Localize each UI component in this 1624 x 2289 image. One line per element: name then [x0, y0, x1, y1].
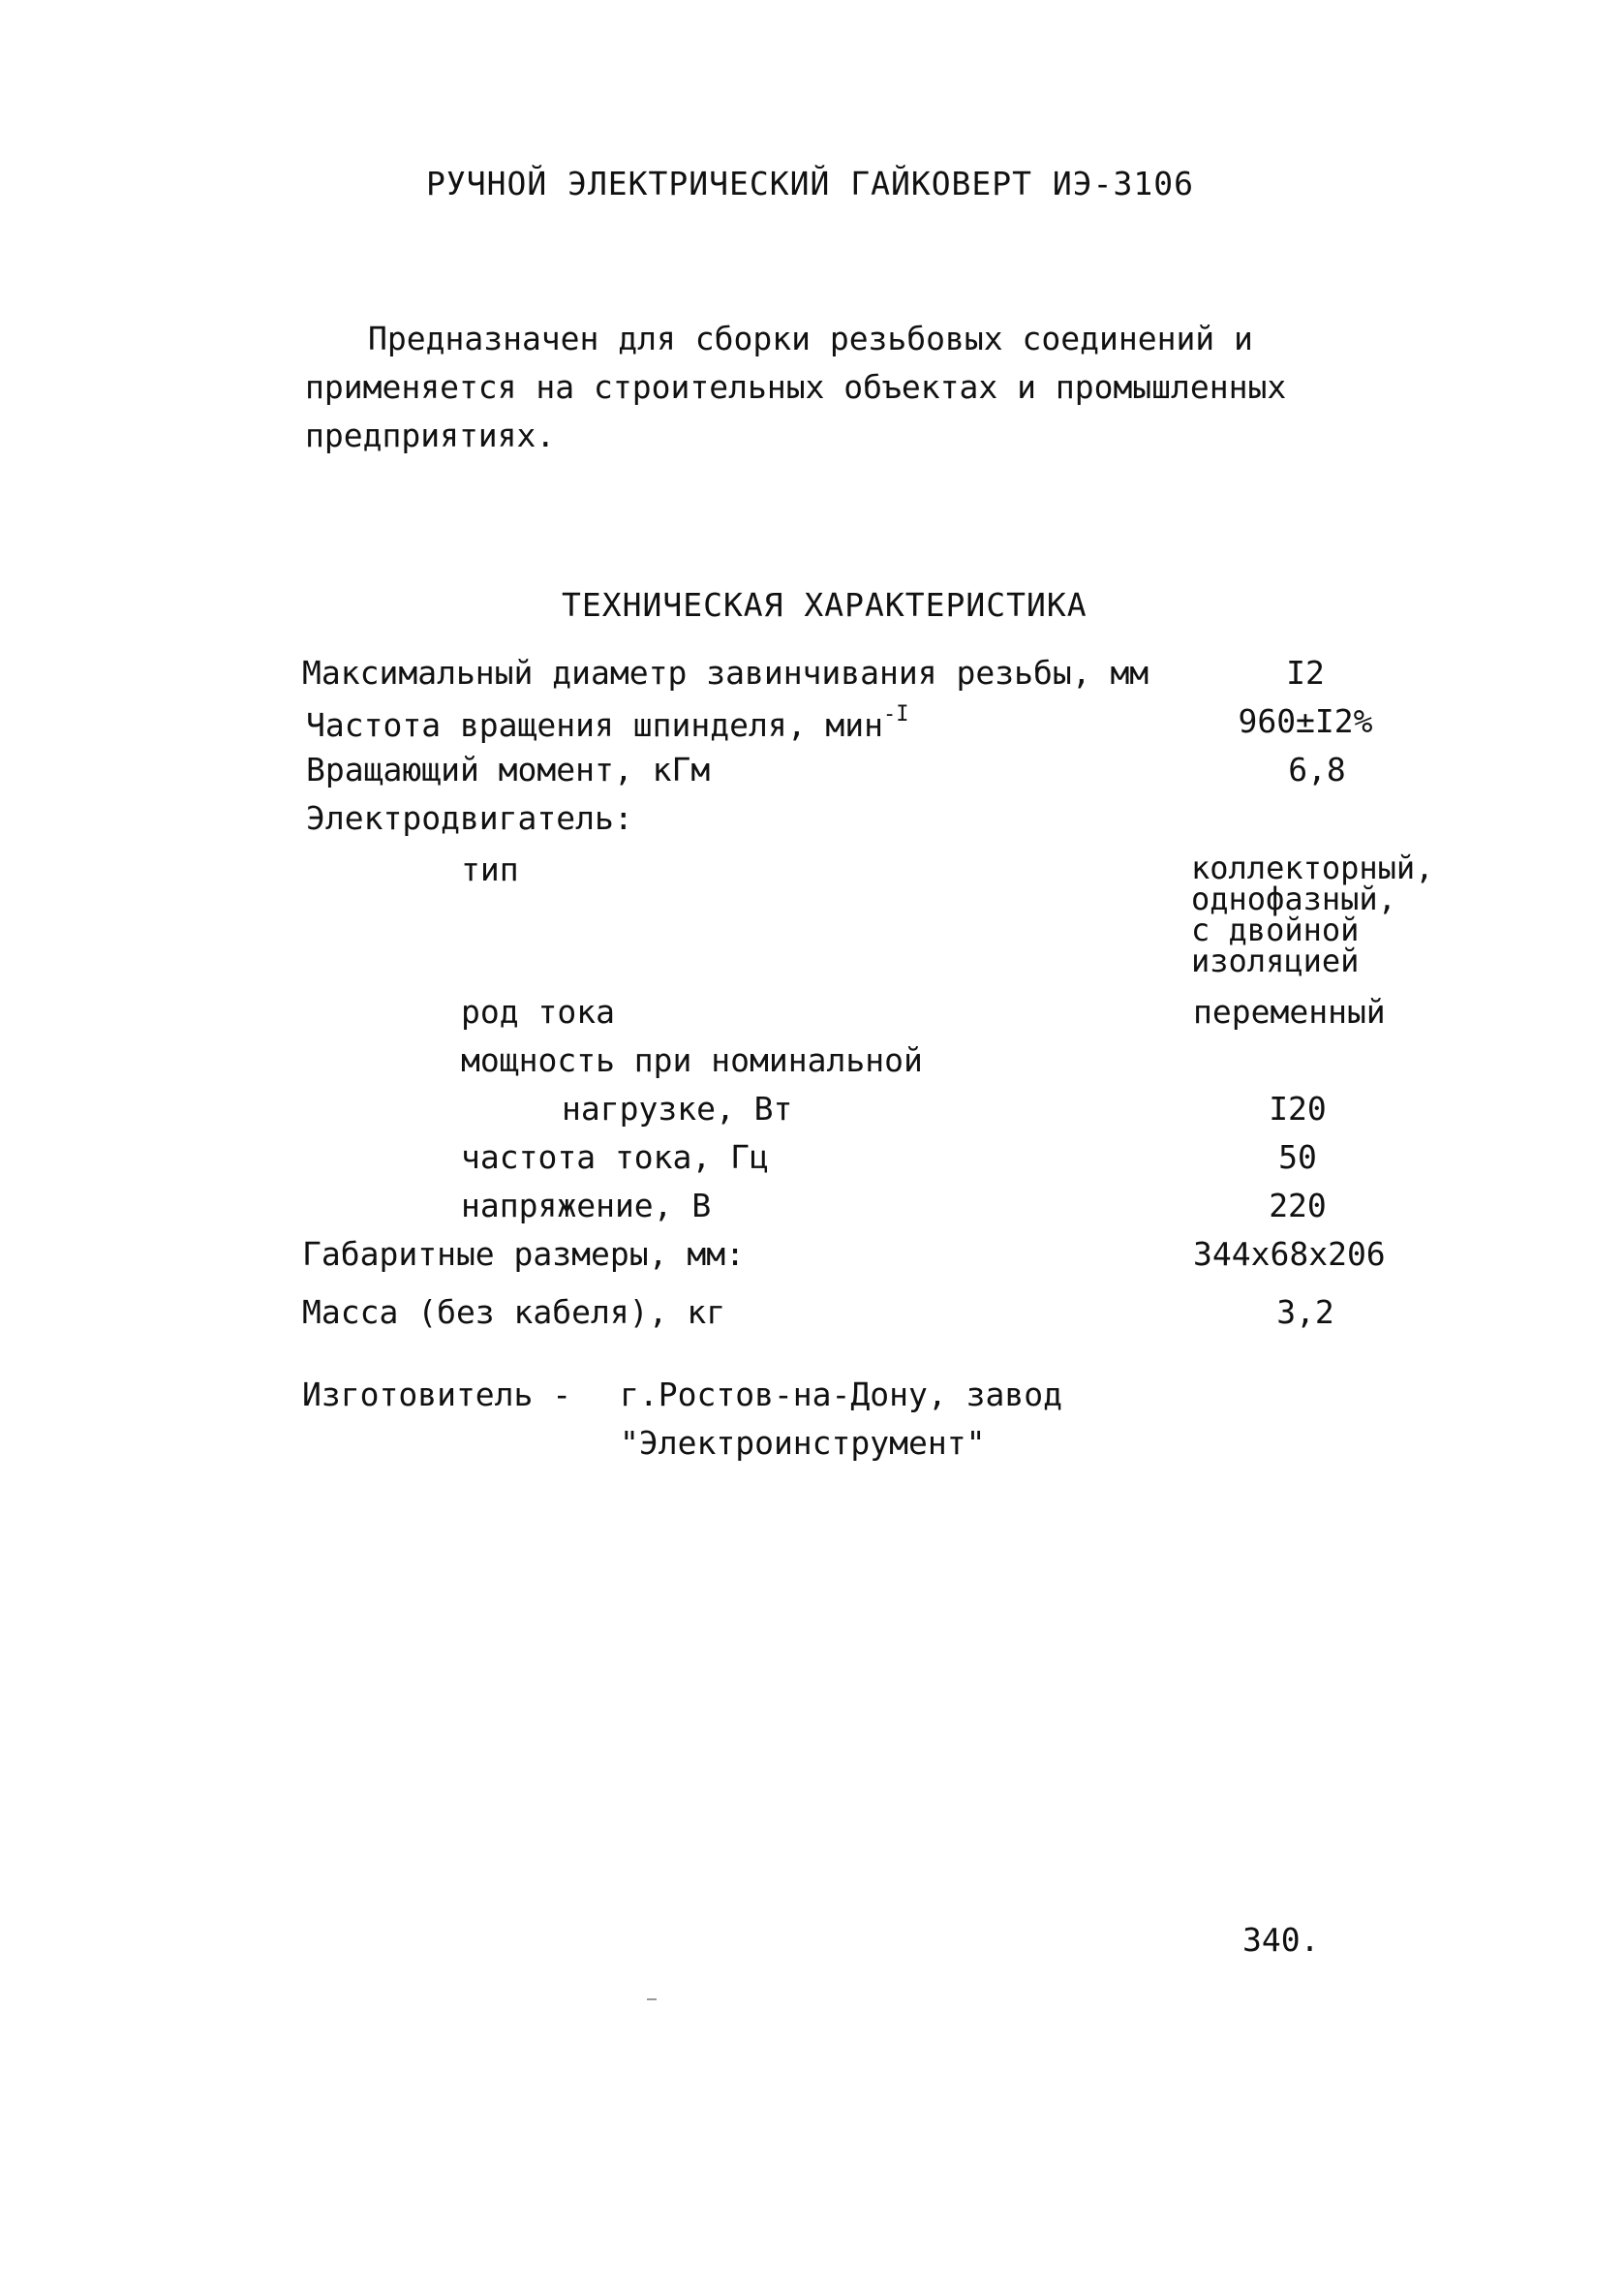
motor-type-line-3: с двойной	[1191, 912, 1360, 948]
spec-label-max-diameter: Максимальный диаметр завинчивания резьбы, мм	[302, 654, 1149, 692]
spec-value-motor-type	[1191, 850, 1482, 979]
spec-value-dimensions: 344х68х206	[1193, 1235, 1386, 1273]
spec-value-power: I20	[1269, 1090, 1327, 1128]
intro-line-2: применяется на строительных объектах и промышленных	[305, 368, 1287, 406]
intro-paragraph	[305, 315, 1370, 460]
document-title: РУЧНОЙ ЭЛЕКТРИЧЕСКИЙ ГАЙКОВЕРТ ИЭ-3106	[426, 165, 1194, 202]
spec-label-torque: Вращающий момент, кГм	[306, 751, 711, 789]
motor-type-line-2: однофазный,	[1191, 881, 1396, 917]
spec-label-motor: Электродвигатель:	[306, 799, 633, 837]
motor-type-line-4: изоляцией	[1191, 943, 1360, 979]
spec-value-max-diameter: I2	[1286, 654, 1325, 692]
spec-label-current-kind: род тока	[461, 993, 615, 1031]
spec-heading: ТЕХНИЧЕСКАЯ ХАРАКТЕРИСТИКА	[562, 586, 1088, 624]
spec-label-frequency: частота тока, Гц	[461, 1138, 769, 1176]
motor-type-line-1: коллекторный,	[1191, 850, 1434, 886]
spec-label-spindle-speed	[306, 702, 909, 744]
spec-value-spindle-speed: 960±I2%	[1238, 702, 1373, 740]
manufacturer-label: Изготовитель -	[302, 1376, 572, 1413]
spec-value-current-kind: переменный	[1193, 993, 1386, 1031]
intro-line-1: Предназначен для сборки резьбовых соединений и	[368, 320, 1253, 357]
spec-value-voltage: 220	[1269, 1187, 1327, 1224]
spec-label-dimensions: Габаритные размеры, мм:	[302, 1235, 745, 1273]
spec-value-torque: 6,8	[1288, 751, 1346, 789]
spec-value-frequency: 50	[1278, 1138, 1317, 1176]
spec-label-voltage: напряжение, В	[461, 1187, 712, 1224]
intro-line-3: предприятиях.	[305, 417, 556, 454]
manufacturer-line-2: "Электроинструмент"	[620, 1424, 986, 1462]
spec-value-mass: 3,2	[1276, 1293, 1334, 1331]
spec-label-motor-type: тип	[461, 851, 519, 888]
spec-label-mass: Масса (без кабеля), кг	[302, 1293, 726, 1331]
scan-speck	[647, 1998, 657, 2000]
spec-label-power-line-2: нагрузке, Вт	[562, 1090, 793, 1128]
spec-label-power-line-1: мощность при номинальной	[461, 1041, 923, 1079]
spec-label-spindle-speed-unit-exponent: -I	[883, 702, 909, 727]
manufacturer-line-1: г.Ростов-на-Дону, завод	[620, 1376, 1062, 1413]
page-number: 340.	[1242, 1921, 1320, 1959]
spec-label-spindle-speed-text: Частота вращения шпинделя, мин	[306, 706, 884, 744]
